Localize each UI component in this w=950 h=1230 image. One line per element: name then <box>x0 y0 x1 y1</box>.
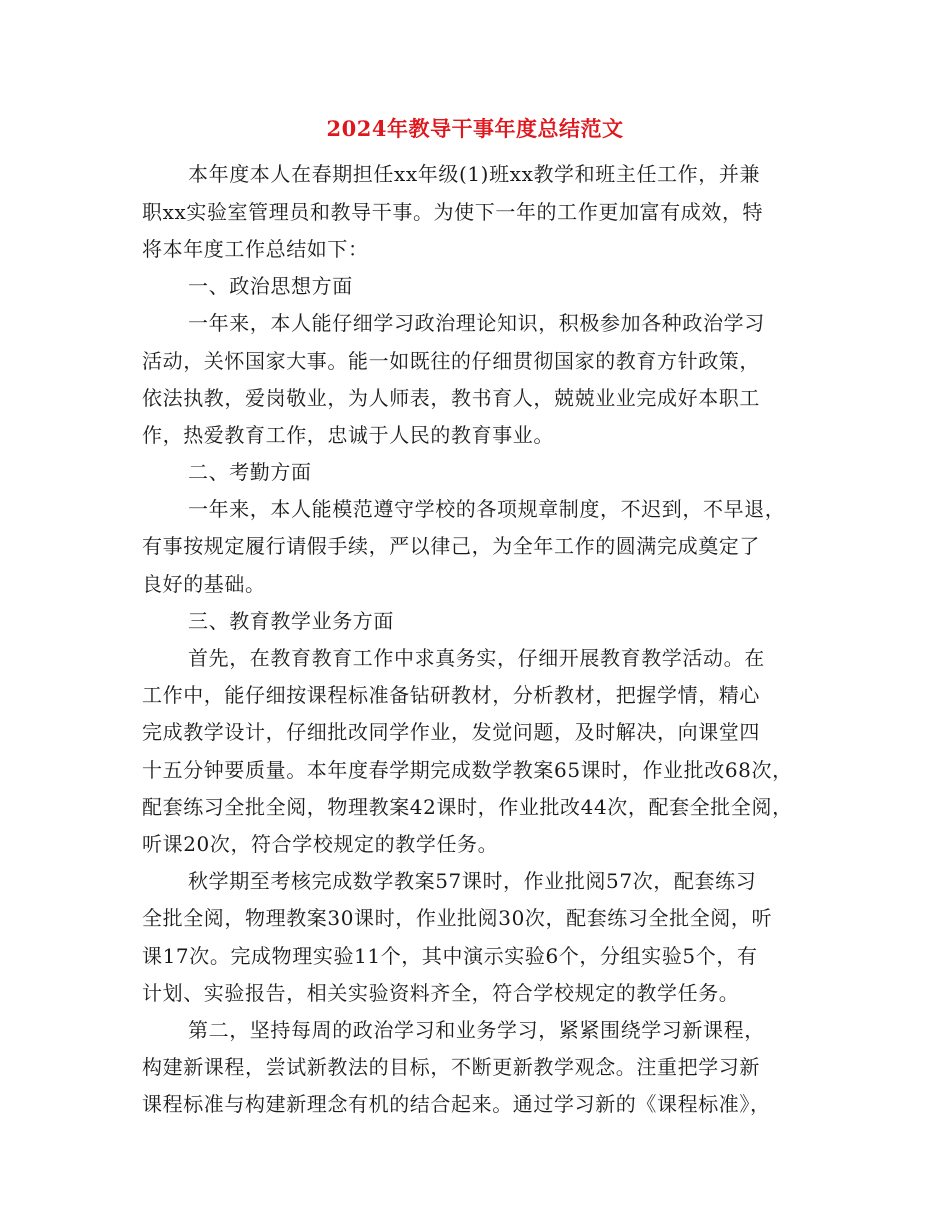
text-line: 构建新课程，尝试新教法的目标，不断更新教学观念。注重把学习新 <box>142 1055 760 1079</box>
text-line: 一年来，本人能模范遵守学校的各项规章制度，不迟到，不早退， <box>188 497 786 521</box>
text-line: 秋学期至考核完成数学教案57课时，作业批阅57次，配套练习 <box>188 869 757 893</box>
text-line: 配套练习全批全阅，物理教案42课时，作业批改44次，配套全批全阅， <box>142 795 793 819</box>
text-line: 完成教学设计，仔细批改同学作业，发觉问题，及时解决，向课堂四 <box>142 720 760 744</box>
section-heading: 二、考勤方面 <box>188 460 312 484</box>
text-line: 第二，坚持每周的政治学习和业务学习，紧紧围绕学习新课程， <box>188 1018 765 1042</box>
text-line: 作，热爱教育工作，忠诚于人民的教育事业。 <box>142 423 554 447</box>
text-line: 职xx实验室管理员和教导干事。为使下一年的工作更加富有成效，特 <box>142 200 764 224</box>
text-line: 将本年度工作总结如下： <box>142 237 369 261</box>
text-line: 课17次。完成物理实验11个，其中演示实验6个，分组实验5个，有 <box>142 944 758 968</box>
document-title: 2024年教导干事年度总结范文 <box>326 116 624 141</box>
text-line: 依法执教，爱岗敬业，为人师表，教书育人，兢兢业业完成好本职工 <box>142 386 760 410</box>
text-line: 听课20次，符合学校规定的教学任务。 <box>142 832 499 856</box>
text-line: 首先，在教育教育工作中求真务实，仔细开展教育教学活动。在 <box>188 646 765 670</box>
text-line: 良好的基础。 <box>142 572 266 596</box>
text-line: 工作中，能仔细按课程标准备钻研教材，分析教材，把握学情，精心 <box>142 683 760 707</box>
text-line: 有事按规定履行请假手续，严以律己，为全年工作的圆满完成奠定了 <box>142 534 760 558</box>
text-line: 计划、实验报告，相关实验资料齐全，符合学校规定的教学任务。 <box>142 981 740 1005</box>
text-line: 活动，关怀国家大事。能一如既往的仔细贯彻国家的教育方针政策， <box>142 349 760 373</box>
section-heading: 三、教育教学业务方面 <box>188 609 394 633</box>
text-line: 十五分钟要质量。本年度春学期完成数学教案65课时，作业批改68次， <box>142 758 793 782</box>
text-line: 课程标准与构建新理念有机的结合起来。通过学习新的《课程标准》， <box>142 1092 771 1116</box>
text-line: 本年度本人在春期担任xx年级(1)班xx教学和班主任工作，并兼 <box>188 162 761 186</box>
text-line: 全批全阅，物理教案30课时，作业批阅30次，配套练习全批全阅，听 <box>142 906 773 930</box>
section-heading: 一、政治思想方面 <box>188 274 353 298</box>
text-line: 一年来，本人能仔细学习政治理论知识，积极参加各种政治学习 <box>188 311 765 335</box>
